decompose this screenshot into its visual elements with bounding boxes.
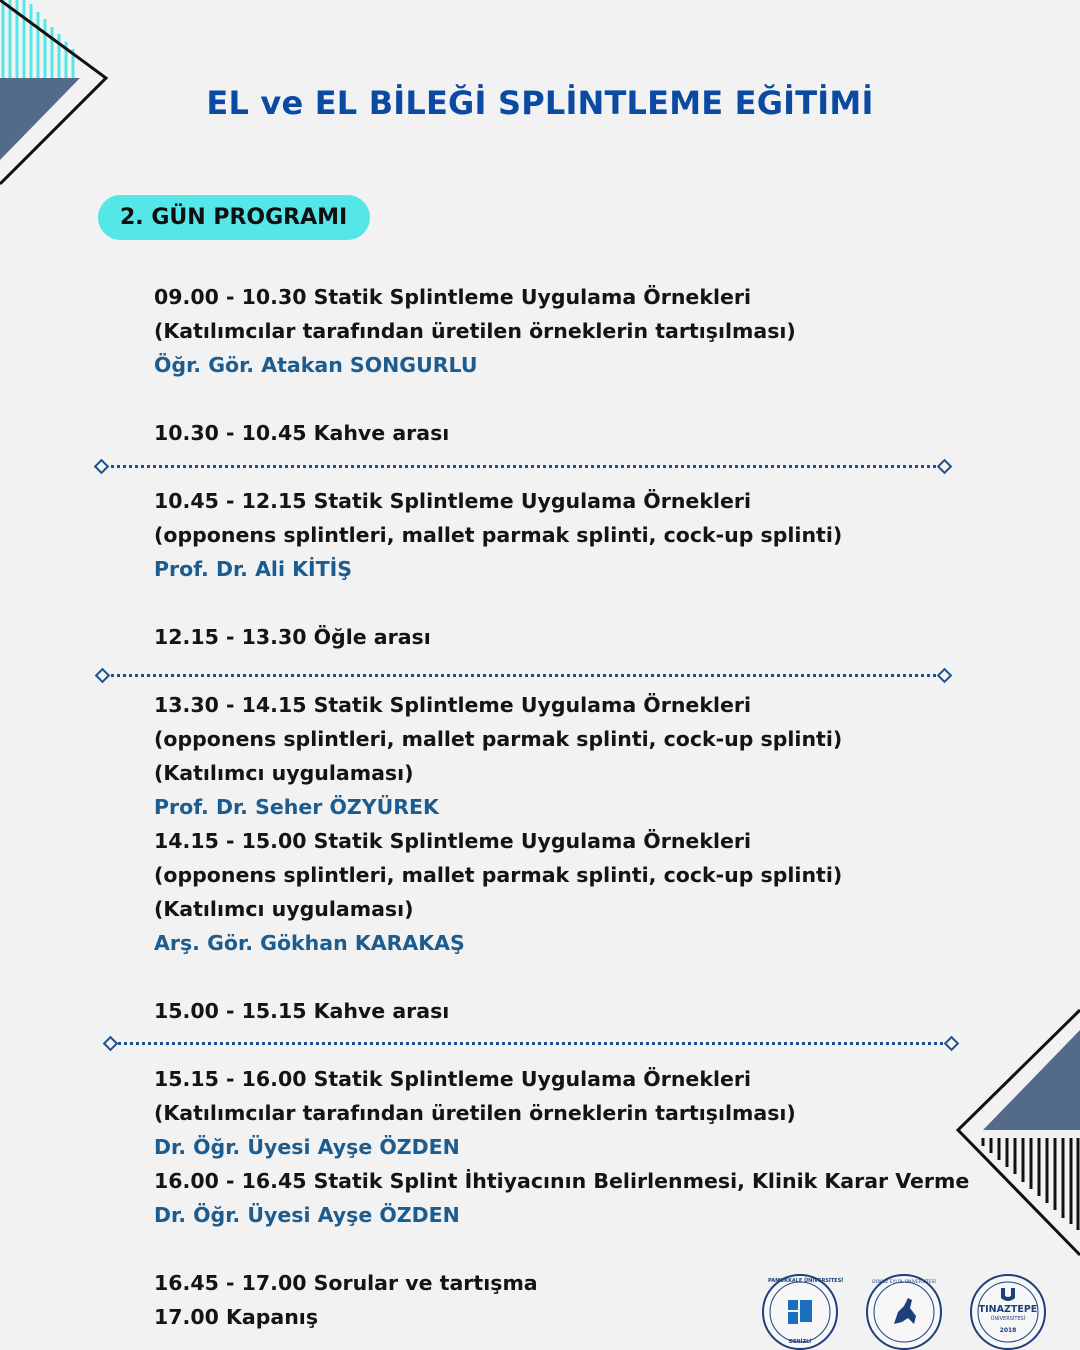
session-speaker: Dr. Öğr. Üyesi Ayşe ÖZDEN — [154, 1135, 460, 1159]
session-description: (opponens splintleri, mallet parmak splinti, cock-up splinti) — [154, 727, 843, 751]
session-time-title: 09.00 - 10.30 Statik Splintleme Uygulama Örnekleri — [154, 285, 752, 309]
session-note: (Katılımcı uygulaması) — [154, 897, 414, 921]
logo-text: DENİZLİ — [788, 1339, 812, 1345]
session-description: (Katılımcılar tarafından üretilen örneklerin tartışılması) — [154, 1101, 796, 1125]
session-speaker: Prof. Dr. Seher ÖZYÜREK — [154, 795, 439, 819]
session-time-title: 16.00 - 16.45 Statik Splint İhtiyacının Belirlenmesi, Klinik Karar Verme — [154, 1169, 970, 1193]
session-time-title: 10.45 - 12.15 Statik Splintleme Uygulama Örnekleri — [154, 489, 752, 513]
dokuz-eylul-university-logo — [866, 1274, 942, 1350]
session-speaker: Arş. Gör. Gökhan KARAKAŞ — [154, 931, 465, 955]
session-speaker: Prof. Dr. Ali KİTİŞ — [154, 557, 353, 581]
section-divider — [96, 459, 950, 473]
logo-text: 2018 — [999, 1327, 1017, 1334]
closing-item: 17.00 Kapanış — [154, 1305, 319, 1329]
break-item: 10.30 - 10.45 Kahve arası — [154, 421, 450, 445]
break-item: 12.15 - 13.30 Öğle arası — [154, 625, 431, 649]
logo-text: DOKUZ EYLÜL ÜNİVERSİTESİ — [872, 1280, 936, 1285]
logo-text: TINAZTEPE — [978, 1304, 1038, 1315]
page-title: EL ve EL BİLEĞİ SPLİNTLEME EĞİTİMİ — [206, 84, 874, 122]
session-description: (opponens splintleri, mallet parmak splinti, cock-up splinti) — [154, 523, 843, 547]
corner-decoration-bottom-right — [955, 1010, 1080, 1260]
break-item: 15.00 - 15.15 Kahve arası — [154, 999, 450, 1023]
tinaztepe-university-logo — [970, 1274, 1046, 1350]
session-time-title: 14.15 - 15.00 Statik Splintleme Uygulama Örnekleri — [154, 829, 752, 853]
section-divider — [105, 1036, 957, 1050]
session-speaker: Dr. Öğr. Üyesi Ayşe ÖZDEN — [154, 1203, 460, 1227]
day-program-badge: 2. GÜN PROGRAMI — [98, 195, 370, 240]
pamukkale-university-logo — [762, 1274, 844, 1350]
logo-text: ÜNİVERSİTESİ — [990, 1316, 1026, 1322]
session-time-title: 15.15 - 16.00 Statik Splintleme Uygulama Örnekleri — [154, 1067, 752, 1091]
session-description: (Katılımcılar tarafından üretilen örneklerin tartışılması) — [154, 319, 796, 343]
session-description: (opponens splintleri, mallet parmak splinti, cock-up splinti) — [154, 863, 843, 887]
session-speaker: Öğr. Gör. Atakan SONGURLU — [154, 353, 478, 377]
logo-text: PAMUKKALE ÜNİVERSİTESİ — [768, 1278, 844, 1284]
session-note: (Katılımcı uygulaması) — [154, 761, 414, 785]
section-divider — [97, 668, 950, 682]
discussion-item: 16.45 - 17.00 Sorular ve tartışma — [154, 1271, 538, 1295]
session-time-title: 13.30 - 14.15 Statik Splintleme Uygulama Örnekleri — [154, 693, 752, 717]
